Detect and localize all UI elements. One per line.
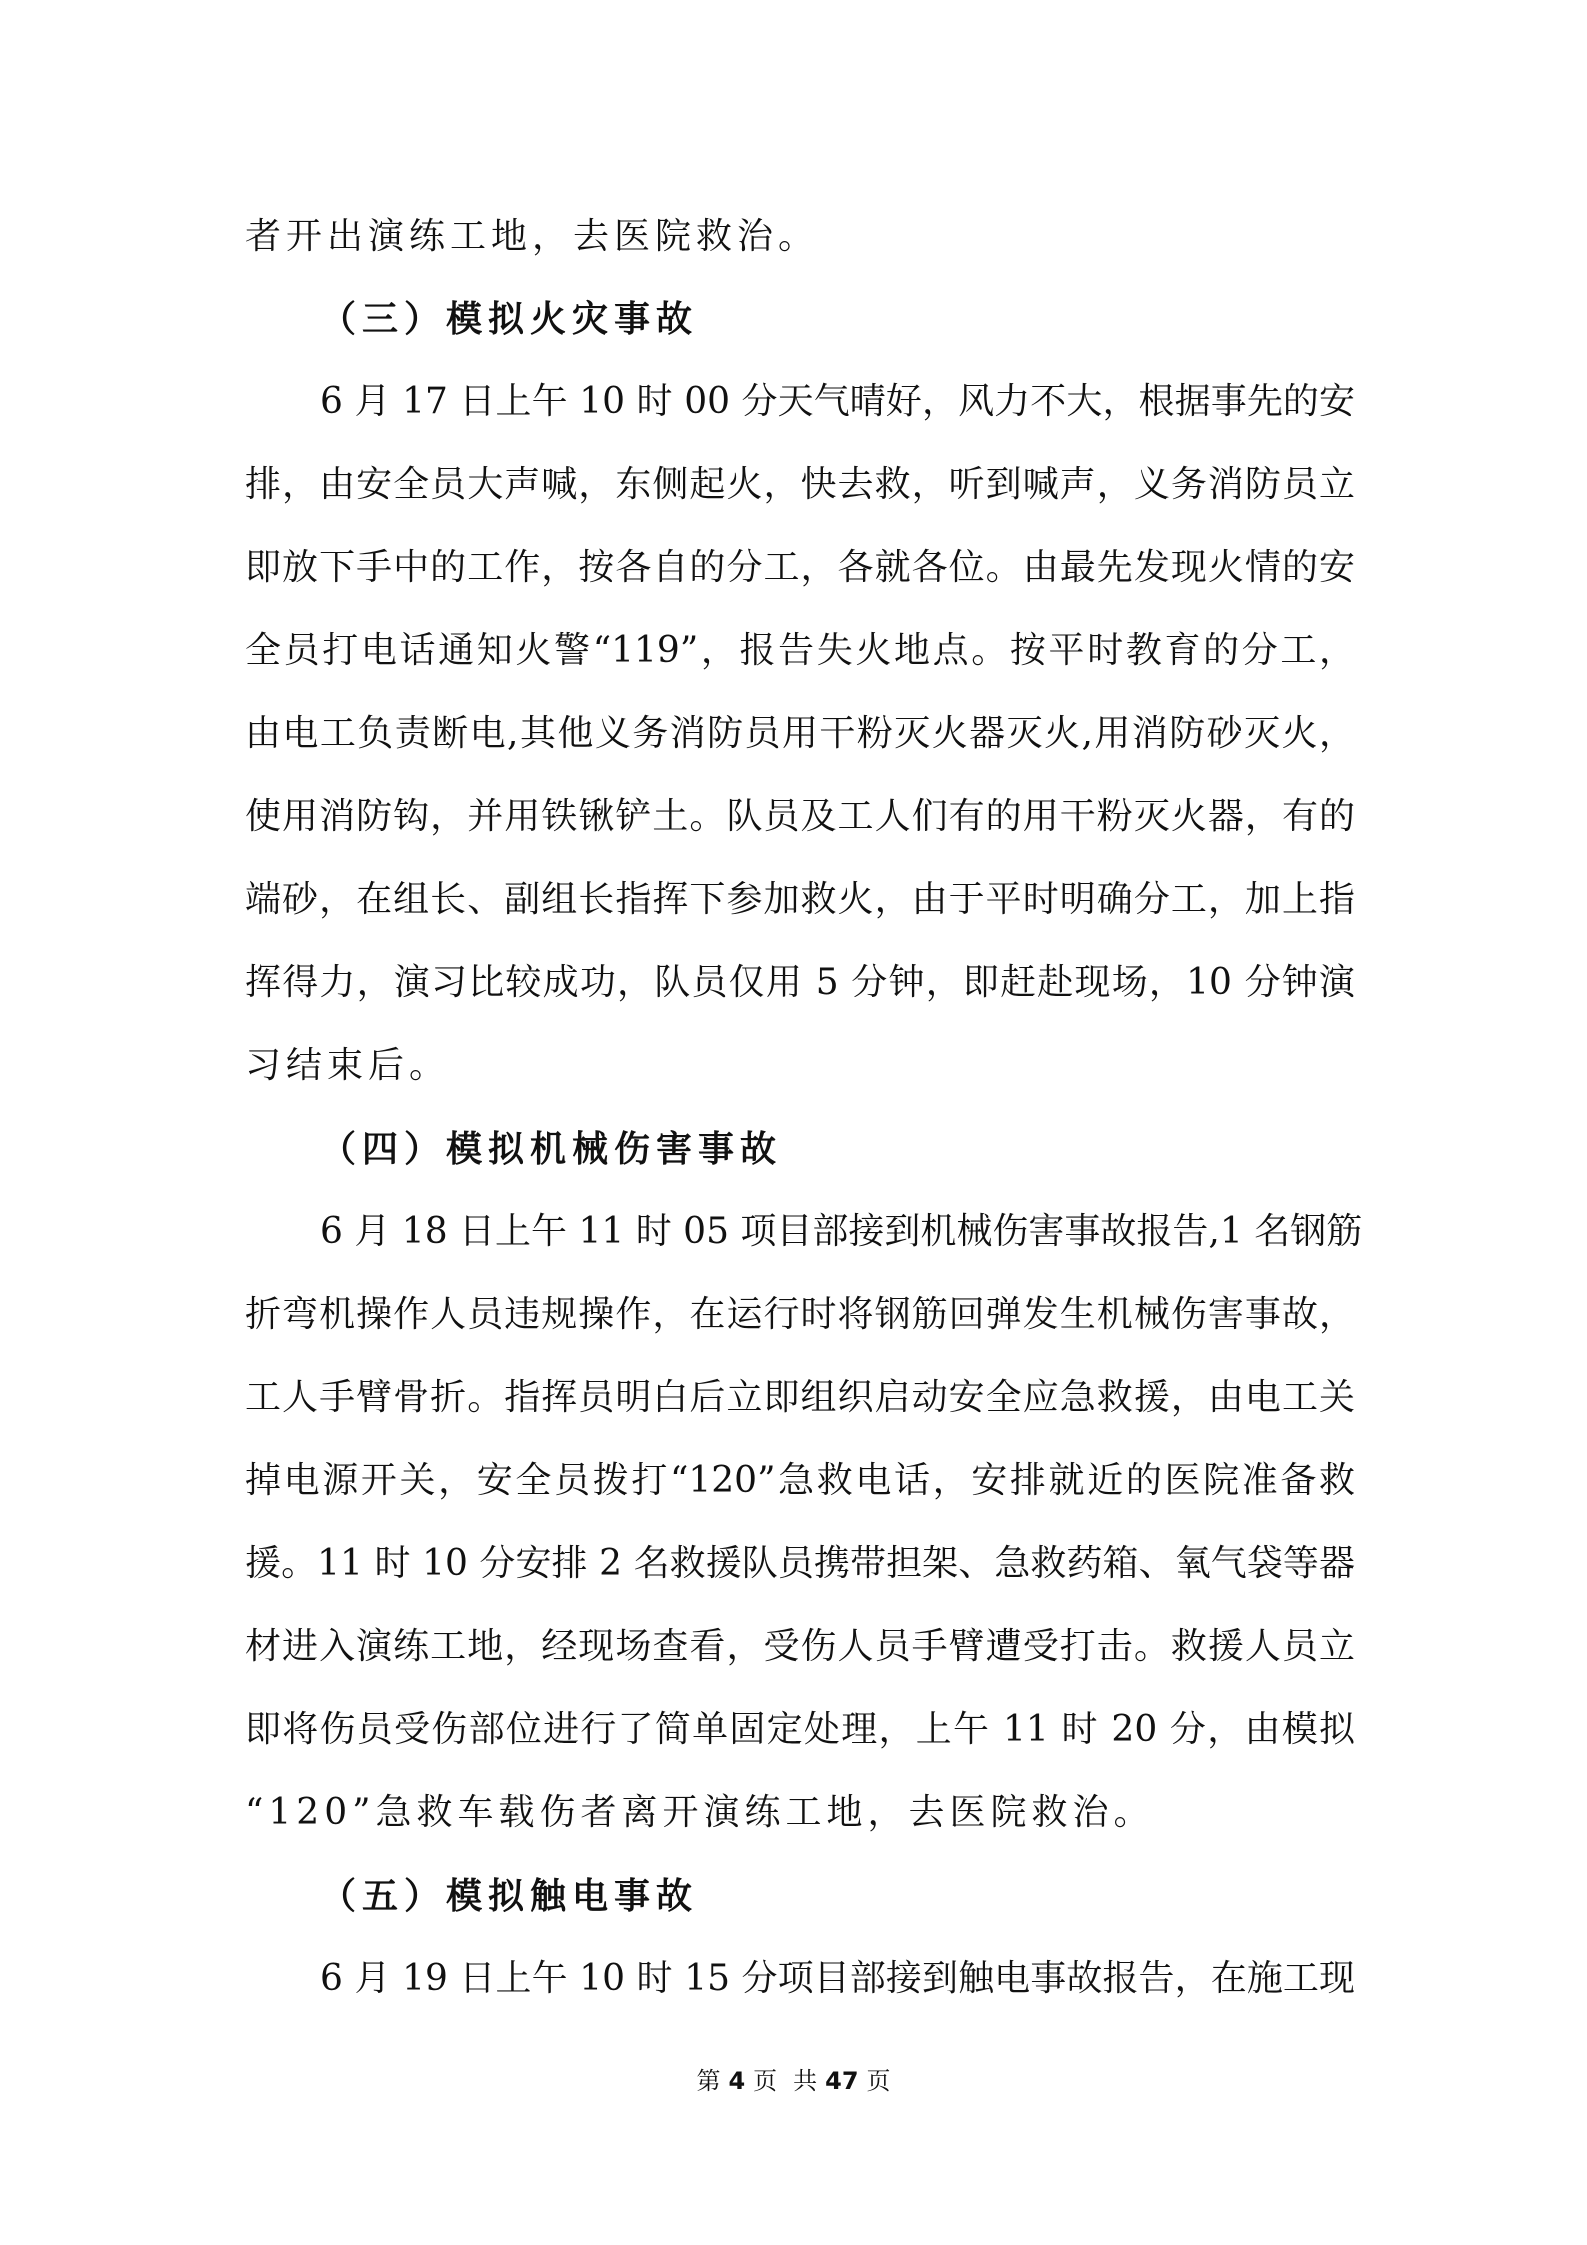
body-line: 折弯机操作人员违规操作，在运行时将钢筋回弹发生机械伤害事故， <box>245 1294 1355 1335</box>
body-line: 排，由安全员大声喊，东侧起火，快去救，听到喊声，义务消防员立 <box>245 464 1355 505</box>
footer-total-pages: 47 <box>825 2067 859 2095</box>
body-line: 6 月 18 日上午 11 时 05 项目部接到机械伤害事故报告,1 名钢筋 <box>320 1211 1363 1252</box>
footer-page-number: 4 <box>728 2067 746 2095</box>
page-footer <box>0 2066 1587 2096</box>
body-line: 全员打电话通知火警“119”，报告失火地点。按平时教育的分工， <box>245 630 1355 671</box>
body-line: “120”急救车载伤者离开演练工地，去医院救治。 <box>245 1792 1155 1833</box>
body-line: 挥得力，演习比较成功，队员仅用 5 分钟，即赶赴现场，10 分钟演 <box>245 962 1355 1003</box>
body-line: 材进入演练工地，经现场查看，受伤人员手臂遭受打击。救援人员立 <box>245 1626 1355 1667</box>
body-line: 端砂，在组长、副组长指挥下参加救火，由于平时明确分工，加上指 <box>245 879 1355 920</box>
section-heading-fire: （三）模拟火灾事故 <box>320 298 699 340</box>
body-line: 习结束后。 <box>245 1045 451 1086</box>
section-heading-mechanical: （四）模拟机械伤害事故 <box>320 1128 783 1170</box>
body-line: 援。11 时 10 分安排 2 名救援队员携带担架、急救药箱、氧气袋等器 <box>245 1543 1355 1584</box>
footer-prefix: 第 <box>696 2067 721 2095</box>
body-line: 工人手臂骨折。指挥员明白后立即组织启动安全应急救援，由电工关 <box>245 1377 1355 1418</box>
footer-total-label: 共 <box>793 2067 818 2095</box>
body-line: 使用消防钩，并用铁锹铲土。队员及工人们有的用干粉灭火器，有的 <box>245 796 1355 837</box>
body-line: 即放下手中的工作，按各自的分工，各就各位。由最先发现火情的安 <box>245 547 1355 588</box>
body-line: 掉电源开关，安全员拨打“120”急救电话，安排就近的医院准备救 <box>245 1460 1355 1501</box>
body-line: 者开出演练工地，去医院救治。 <box>245 216 820 257</box>
footer-suffix: 页 <box>866 2067 891 2095</box>
section-heading-electric: （五）模拟触电事故 <box>320 1875 699 1917</box>
body-line: 6 月 19 日上午 10 时 15 分项目部接到触电事故报告，在施工现 <box>320 1958 1355 1999</box>
body-line: 即将伤员受伤部位进行了简单固定处理，上午 11 时 20 分，由模拟 <box>245 1709 1355 1750</box>
body-line: 6 月 17 日上午 10 时 00 分天气晴好，风力不大，根据事先的安 <box>320 381 1355 422</box>
footer-page-label: 页 <box>753 2067 778 2095</box>
body-line: 由电工负责断电,其他义务消防员用干粉灭火器灭火,用消防砂灭火， <box>245 713 1355 754</box>
